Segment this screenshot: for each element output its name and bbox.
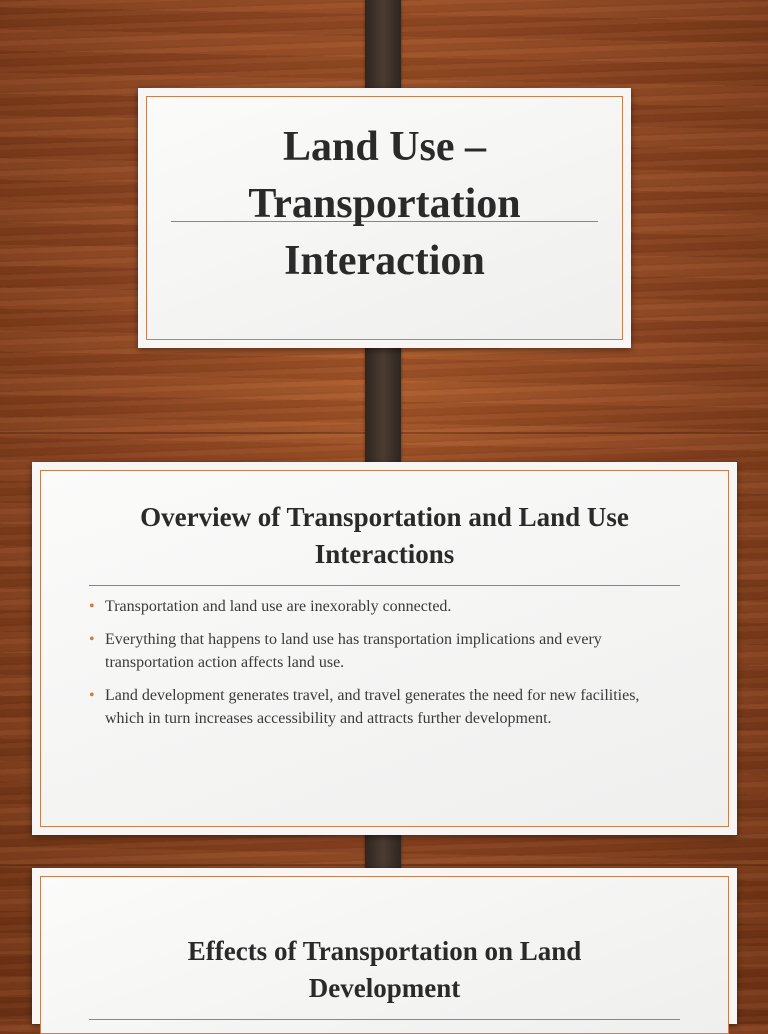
bullet-text: Land development generates travel, and travel generates the need for new facilities, which in turn increases accessibility and attracts further development. — [105, 687, 640, 727]
slide-title-line: Transportation — [248, 181, 521, 227]
card-frame — [40, 470, 729, 827]
bullet-icon: • — [89, 687, 95, 704]
slide-heading-line: Overview of Transportation and Land Use — [140, 502, 629, 532]
bullet-icon: • — [89, 631, 95, 648]
list-item — [89, 595, 678, 618]
slide-heading — [41, 933, 728, 1007]
heading-divider — [89, 585, 680, 586]
overview-slide-card[interactable] — [32, 462, 737, 835]
effects-slide-card[interactable] — [32, 868, 737, 1024]
bullet-text: Transportation and land use are inexorably connected. — [105, 598, 452, 615]
slide-title-line: Land Use – — [282, 124, 487, 170]
slide-title-line: Interaction — [284, 238, 485, 284]
card-frame — [146, 96, 623, 340]
slide-heading-line: Interactions — [314, 539, 455, 569]
slide-heading-line: Effects of Transportation on Land — [187, 936, 582, 966]
card-frame — [40, 876, 729, 1034]
connector-strap — [365, 330, 401, 480]
list-item — [89, 628, 678, 674]
bullet-icon: • — [89, 598, 95, 615]
title-slide-card[interactable] — [138, 88, 631, 348]
bullet-text: Everything that happens to land use has transportation implications and every transportation action affects land use. — [105, 631, 602, 671]
bullet-list — [89, 595, 678, 740]
list-item — [89, 684, 678, 730]
heading-divider — [89, 1019, 680, 1020]
slide-heading-line: Development — [308, 973, 461, 1003]
slide-heading — [41, 499, 728, 573]
